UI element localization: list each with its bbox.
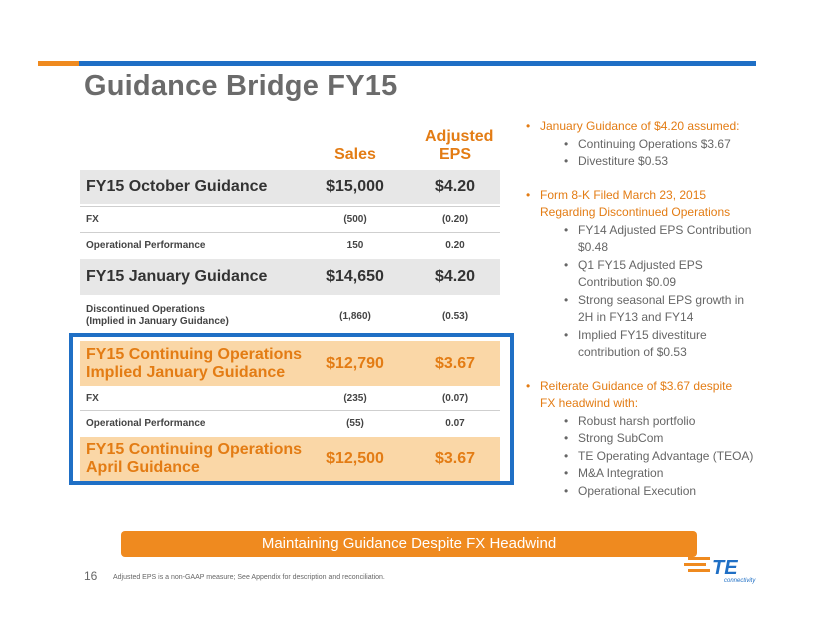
sub-bullet-item: • Robust harsh portfolio bbox=[512, 413, 812, 431]
column-header-sales: Sales bbox=[334, 146, 376, 163]
sub-bullet-item bbox=[512, 292, 812, 327]
bullet-line1: Reiterate Guidance of $3.67 despite bbox=[540, 378, 733, 393]
sub-bullet-line2: 2H in FY13 and FY14 bbox=[578, 310, 694, 324]
table-row bbox=[80, 259, 500, 295]
sub-bullet-item: • TE Operating Advantage (TEOA) bbox=[512, 448, 812, 466]
row-eps: $4.20 bbox=[434, 268, 476, 285]
row-label: Operational Performance bbox=[86, 239, 206, 251]
row-eps: (0.20) bbox=[441, 213, 469, 225]
row-eps: (0.07) bbox=[441, 393, 469, 404]
row-sales: $15,000 bbox=[326, 178, 384, 195]
bullet-item: • January Guidance of $4.20 assumed: bbox=[512, 118, 812, 136]
sub-bullet-item: • Continuing Operations $3.67 bbox=[512, 136, 812, 154]
sub-bullet-line1: Strong seasonal EPS growth in bbox=[578, 292, 745, 307]
bullet-list bbox=[512, 118, 812, 500]
row-label-line1: FY15 Continuing Operations bbox=[86, 441, 303, 458]
footnote: Adjusted EPS is a non-GAAP measure; See Appendix for description and reconciliation. bbox=[113, 574, 385, 581]
row-sales: (1,860) bbox=[339, 310, 371, 322]
row-sales: $14,650 bbox=[326, 268, 384, 285]
logo-subtext: connectivity bbox=[724, 578, 756, 584]
table-row bbox=[80, 300, 500, 332]
table-row bbox=[80, 233, 500, 257]
row-eps: $3.67 bbox=[434, 450, 476, 467]
te-connectivity-logo-icon bbox=[684, 553, 756, 585]
row-sales: 150 bbox=[346, 239, 364, 251]
row-label-line1: FY15 Continuing Operations bbox=[86, 345, 303, 363]
row-label-line2: April Guidance bbox=[86, 459, 200, 476]
bullet-line1: Form 8-K Filed March 23, 2015 bbox=[540, 187, 707, 202]
bullet-item bbox=[512, 378, 812, 413]
logo-text: TE bbox=[712, 557, 738, 579]
sub-bullet-item: • Operational Execution bbox=[512, 483, 812, 501]
sub-bullet-item bbox=[512, 327, 812, 362]
sub-bullet-line1: FY14 Adjusted EPS Contribution bbox=[578, 222, 752, 237]
row-sales: (55) bbox=[346, 418, 364, 429]
row-label: FY15 October Guidance bbox=[86, 178, 268, 195]
title-rule-blue bbox=[79, 61, 756, 66]
row-eps: $4.20 bbox=[434, 178, 476, 195]
column-header-eps bbox=[410, 128, 500, 164]
sub-bullet-line2: Contribution $0.09 bbox=[578, 275, 677, 289]
row-label-line2: (Implied in January Guidance) bbox=[86, 316, 229, 327]
sub-bullet-line1: Q1 FY15 Adjusted EPS bbox=[578, 257, 703, 272]
title-rule-orange bbox=[38, 61, 79, 66]
sub-bullet-line2: contribution of $0.53 bbox=[578, 345, 687, 359]
table-row bbox=[80, 170, 500, 204]
sub-bullet-item: • Strong SubCom bbox=[512, 430, 812, 448]
row-label-line1: Discontinued Operations bbox=[86, 304, 205, 315]
row-sales: $12,500 bbox=[326, 450, 384, 467]
continuing-ops-highlight-box bbox=[69, 333, 514, 485]
sub-bullet-line1: Implied FY15 divestiture bbox=[578, 327, 707, 342]
sub-bullet-item: • Divestiture $0.53 bbox=[512, 153, 812, 171]
page-number: 16 bbox=[84, 569, 98, 583]
key-message-banner: Maintaining Guidance Despite FX Headwind bbox=[121, 531, 697, 557]
row-sales: (500) bbox=[343, 213, 367, 225]
table-row bbox=[80, 207, 500, 231]
row-sales: (235) bbox=[343, 393, 367, 404]
column-header-eps-text: Adjusted EPS bbox=[425, 128, 494, 163]
bullet-item bbox=[512, 187, 812, 222]
sub-bullet-line2: $0.48 bbox=[578, 240, 609, 254]
bullet-line2: Regarding Discontinued Operations bbox=[540, 205, 731, 219]
row-sales: $12,790 bbox=[326, 354, 384, 372]
row-eps: (0.53) bbox=[441, 310, 469, 322]
sub-bullet-item bbox=[512, 257, 812, 292]
row-eps: 0.20 bbox=[445, 239, 465, 251]
row-label-line2: Implied January Guidance bbox=[86, 363, 286, 381]
sub-bullet-item: • M&A Integration bbox=[512, 465, 812, 483]
row-eps: 0.07 bbox=[445, 418, 465, 429]
row-label: FY15 January Guidance bbox=[86, 268, 268, 285]
bullet-line2: FX headwind with: bbox=[540, 396, 639, 410]
row-eps: $3.67 bbox=[434, 354, 476, 372]
row-label: Operational Performance bbox=[86, 418, 206, 429]
sub-bullet-item bbox=[512, 222, 812, 257]
row-label: FX bbox=[86, 393, 99, 404]
row-label: FX bbox=[86, 213, 99, 225]
page-title: Guidance Bridge FY15 bbox=[84, 70, 398, 102]
